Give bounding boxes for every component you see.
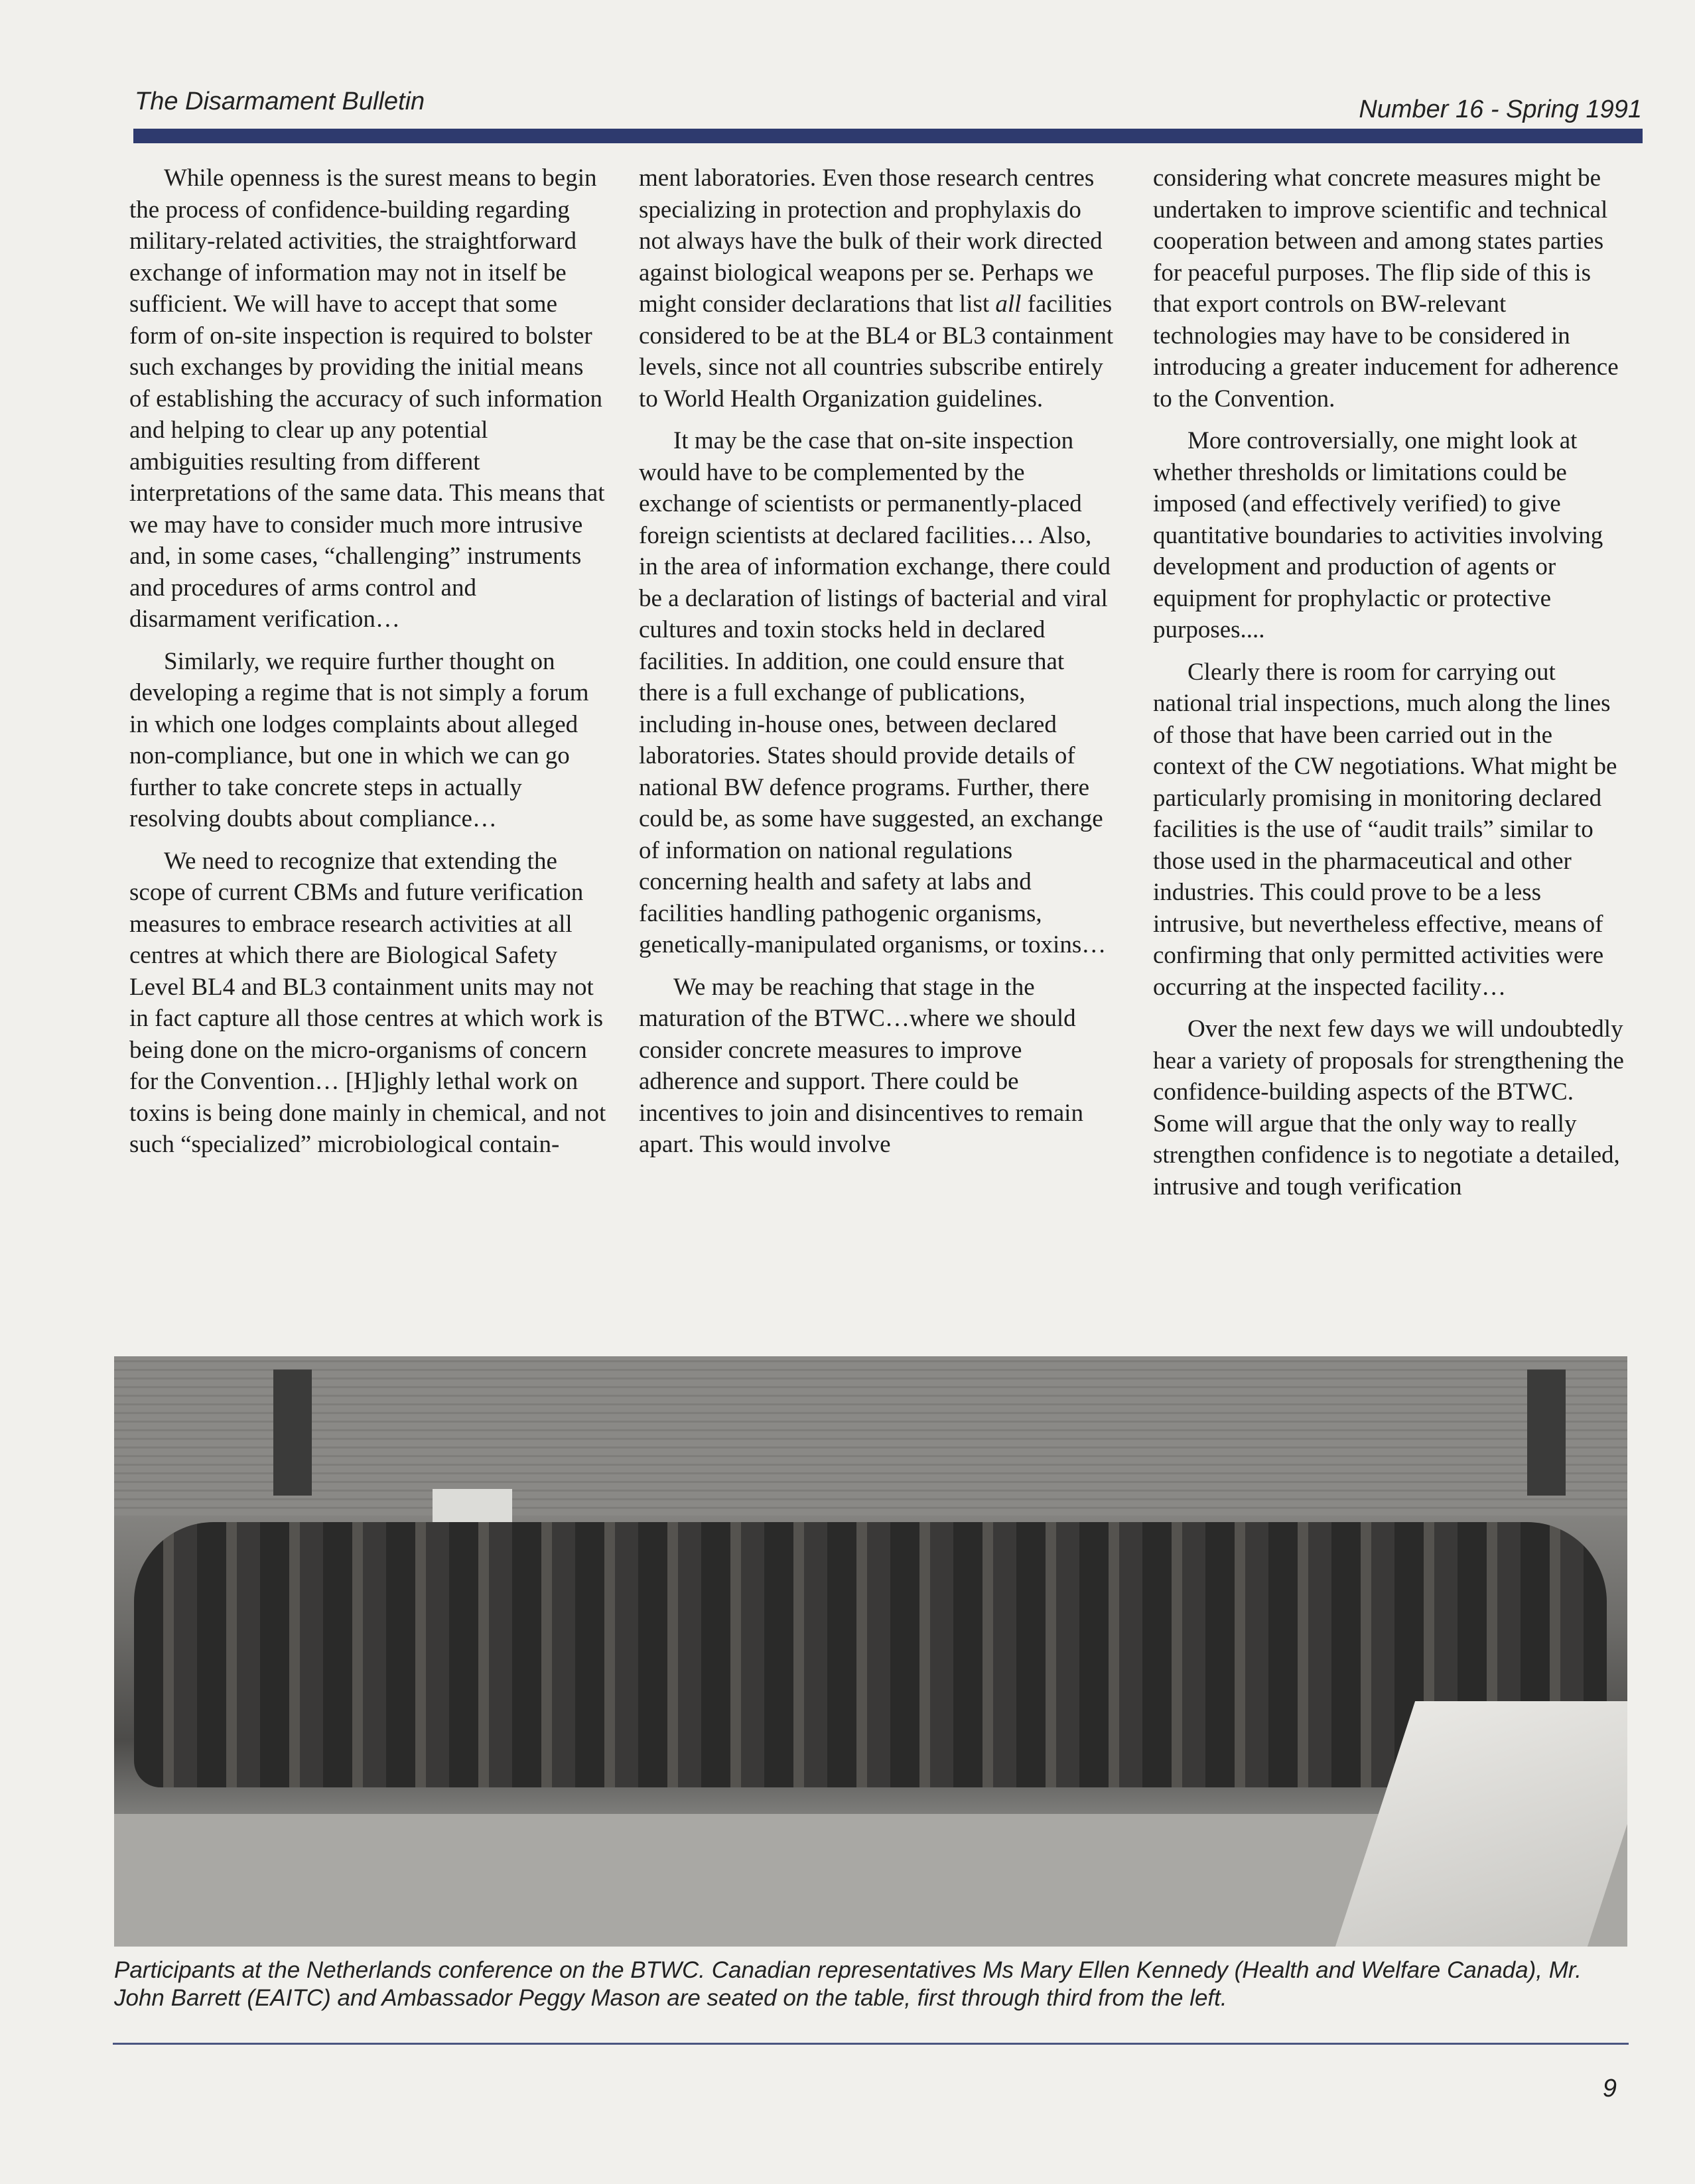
window [1527, 1370, 1566, 1496]
participants-group [134, 1522, 1607, 1787]
paragraph: It may be the case that on-site inspection would have to be complemented by the exchange of scientists or permanently-placed foreign scientists at declared facilities… Also, in the area of information exchange, there could be a declaration of listings of bacterial and viral cultures and toxin stocks held in declared facilities. In addition, one could ensure that there is a full exchange of publications, including in-house ones, between declared laboratories. States should provide details of national BW defence programs. Further, there could be, as some have suggested, an exchange of information on national regulations concerning health and safety at labs and facilities handling pathogenic organisms, genetically-manipulated organisms, or toxins… [639, 427, 1111, 958]
header-rule [133, 129, 1643, 143]
paragraph-text: facilities considered to be at the BL4 or BL3 containment levels, since not all countries subscribe entirely to World Health Organization guidelines. [639, 290, 1114, 413]
paragraph: We may be reaching that stage in the maturation of the BTWC…where we should consider concrete measures to improve adherence and support. There could be incentives to join and disincentives to remain apart. This would involve [639, 973, 1083, 1158]
paragraph: More controversially, one might look at whether thresholds or limitations could be imposed (and effectively verified) to give quantitative boundaries to activities involving development and production of agents or equipment for prophylactic or protective purposes.... [1153, 427, 1603, 643]
page-number: 9 [1602, 2075, 1617, 2102]
brick-wall [114, 1356, 1627, 1515]
paragraph [639, 162, 1117, 415]
text-column-3 [1153, 162, 1631, 1213]
text-column-2 [639, 162, 1117, 1171]
issue-label: Number 16 - Spring 1991 [1359, 96, 1642, 123]
paragraph: Similarly, we require further thought on developing a regime that is not simply a forum in which one lodges complaints about alleged non-compliance, but one in which we can go further to take concrete steps in actually resolving doubts about compliance… [129, 647, 589, 832]
emphasis-text: all [995, 290, 1022, 318]
paragraph: We need to recognize that extending the scope of current CBMs and future verification measures to embrace research activities at all centres at which there are Biological Safety Level BL4 and BL3 containment units may not in fact capture all those centres at which work is being done on the micro-organisms of concern for the Convention… [H]ighly lethal work on toxins is being done mainly in chemical, and not such “specialized” microbiological contain- [129, 847, 606, 1158]
paragraph: considering what concrete measures might be undertaken to improve scientific and technical cooperation between and among states parties for peaceful purposes. The flip side of this is that export controls on BW-relevant technologies may have to be considered in introducing a greater inducement for adherence to the Convention. [1153, 164, 1619, 413]
text-column-1 [129, 162, 607, 1171]
paragraph-text: ment laboratories. Even those research centres specializing in protection and prophylaxis do not always have the bulk of their work directed against biological weapons per se. Perhaps we might consider declarations that list [639, 164, 1103, 318]
publication-title: The Disarmament Bulletin [135, 88, 425, 115]
photo-caption: Participants at the Netherlands conference on the BTWC. Canadian representatives Ms Mary Ellen Kennedy (Health and Welfare Canada), Mr. John Barrett (EAITC) and Ambassador Peggy Mason are seated on the table, first through third from the left. [114, 1957, 1582, 2011]
paragraph: Clearly there is room for carrying out national trial inspections, much along the lines of those that have been carried out in the context of the CW negotiations. What might be particularly promising in monitoring declared facilities is the use of “audit trails” similar to those used in the pharmaceutical and other industries. This could prove to be a less intrusive, but nevertheless effective, means of confirming that only permitted activities were occurring at the inspected facility… [1153, 658, 1617, 1001]
group-photo [114, 1356, 1627, 1947]
footer-rule [113, 2043, 1629, 2045]
window [273, 1370, 312, 1496]
paragraph: Over the next few days we will undoubtedly hear a variety of proposals for strengthening the confidence-building aspects of the BTWC. Some will argue that the only way to really strengthen confidence is to negotiate a detailed, intrusive and tough verification [1153, 1015, 1624, 1200]
paragraph: While openness is the surest means to begin the process of confidence-building regarding military-related activities, the straightforward exchange of information may not in itself be sufficient. We will have to accept that some form of on-site inspection is required to bolster such exchanges by providing the initial means of establishing the accuracy of such information and helping to clear up any potential ambiguities resulting from different interpretations of the same data. This means that we may have to consider much more intrusive and, in some cases, “challenging” instruments and procedures of arms control and disarmament verification… [129, 164, 605, 633]
